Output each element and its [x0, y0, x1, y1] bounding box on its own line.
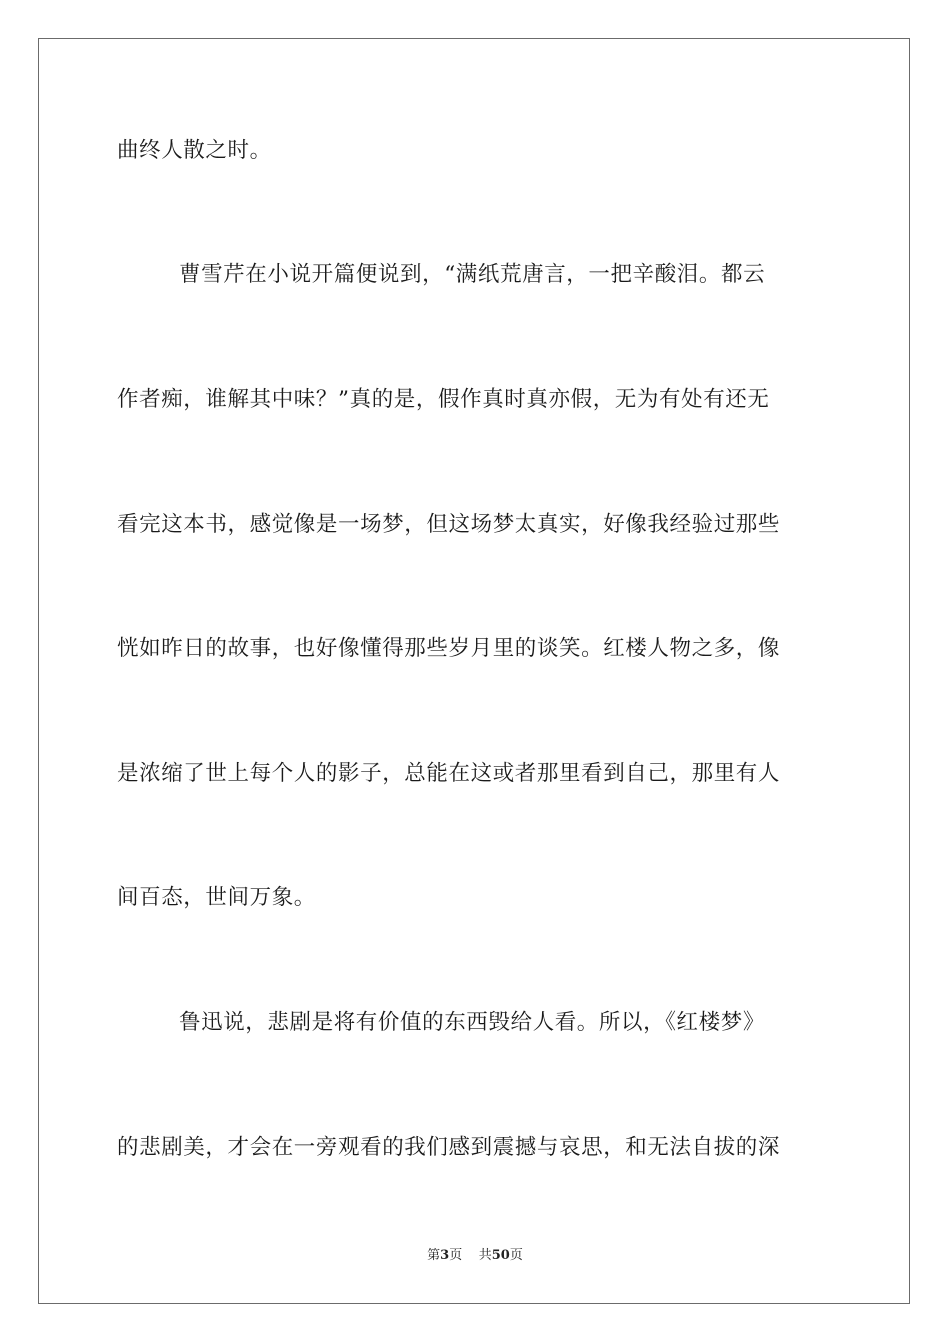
- text-line-8: 鲁迅说，悲剧是将有价值的东西毁给人看。所以，《红楼梦》: [179, 1010, 765, 1035]
- text-line-2: 曹雪芹在小说开篇便说到，“满纸荒唐言，一把辛酸泪。都云: [179, 262, 766, 287]
- page-number: 3: [440, 1248, 450, 1263]
- text-line-3: 作者痴，谁解其中味？”真的是，假作真时真亦假，无为有处有还无: [117, 387, 770, 412]
- total-prefix: 共: [478, 1248, 492, 1263]
- text-line-5: 恍如昨日的故事，也好像懂得那些岁月里的谈笑。红楼人物之多，像: [117, 636, 781, 661]
- total-suffix: 页: [509, 1248, 523, 1263]
- total-pages: 50: [491, 1248, 510, 1263]
- text-line-4: 看完这本书，感觉像是一场梦，但这场梦太真实，好像我经验过那些: [117, 512, 781, 537]
- page-suffix: 页: [449, 1248, 463, 1263]
- text-line-6: 是浓缩了世上每个人的影子，总能在这或者那里看到自己，那里有人: [117, 761, 781, 786]
- page-border: [38, 38, 910, 1304]
- text-line-9: 的悲剧美，才会在一旁观看的我们感到震撼与哀思，和无法自拔的深: [117, 1135, 781, 1160]
- text-line-7: 间百态，世间万象。: [117, 885, 316, 910]
- page-footer: [0, 1247, 950, 1265]
- page-prefix: 第: [427, 1248, 441, 1263]
- text-line-1: 曲终人散之时。: [117, 138, 272, 163]
